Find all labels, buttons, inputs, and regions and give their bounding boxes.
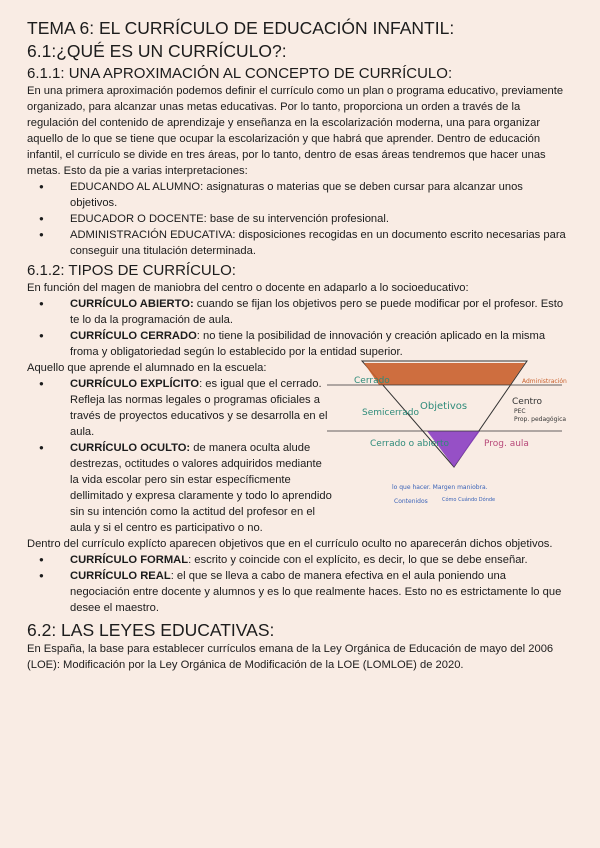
label-pec: PEC xyxy=(514,408,526,415)
section-6-1-1-heading: 6.1.1: UNA APROXIMACIÓN AL CONCEPTO DE CURRÍCULO: xyxy=(27,65,453,82)
page-title: TEMA 6: EL CURRÍCULO DE EDUCACIÓN INFANTIL: xyxy=(27,18,455,38)
definition: : el que se lleva a cabo de manera efectiva en el aula poniendo una negociación entre docente y alumnos y es lo que realmente haces. Esto no es estrictamente lo que desee el maestro. xyxy=(70,570,562,614)
margin-paragraph: En función del magen de maniobra del centro o docente en adaparlo a lo socioeducativo: xyxy=(27,282,469,294)
definition: cuando se fijan los objetivos pero se puede modificar por el profesor. Esto te lo da la programación de aula. xyxy=(70,298,564,326)
term: CURRÍCULO REAL xyxy=(70,570,171,582)
term: CURRÍCULO EXPLÍCITO xyxy=(70,378,200,390)
curriculum-pyramid-diagram xyxy=(322,339,592,519)
term: CURRÍCULO FORMAL xyxy=(70,554,189,566)
term: CURRÍCULO OCULTO: xyxy=(70,442,191,454)
learning-paragraph: Aquello que aprende el alumnado en la escuela: xyxy=(27,362,267,374)
section-6-2-heading: 6.2: LAS LEYES EDUCATIVAS: xyxy=(27,620,275,640)
definition: : es igual que el cerrado. Refleja las normas legales o programas oficiales a través de proyectos educativos y se desarrolla en el aula. xyxy=(70,378,328,438)
definition: de manera oculta alude destrezas, octitudes o valores adquiridos mediante la vida escolar pero sin estar específicmente dellimitado y expresa claramente y todo lo aprendido sin su intención como la actitud del profesor en el aula y si el centro es participativo o no. xyxy=(70,442,332,534)
section-6-1-heading: 6.1:¿QUÉ ES UN CURRÍCULO?: xyxy=(27,41,287,61)
note-margin: lo que hacer. Margen maniobra. xyxy=(392,484,488,491)
label-centro: Centro xyxy=(512,397,543,407)
label-prop: Prop. pedagógica xyxy=(514,416,567,423)
label-objetivos: Objetivos xyxy=(420,401,468,412)
note-contenidos: Contenidos xyxy=(394,498,428,505)
label-semi: Semicerrado xyxy=(362,408,419,418)
explicit-paragraph: Dentro del currículo explícto aparecen objetivos que en el currículo oculto no aparecerán dichos objetivos. xyxy=(27,538,553,550)
laws-paragraph: En España, la base para establecer currículos emana de la Ley Orgánica de Educación de mayo del 2006 (LOE): Modificación por la Ley Orgánica de Modificación de la LOE (LOMLOE) de 2020. xyxy=(27,643,554,671)
term: CURRÍCULO ABIERTO: xyxy=(70,298,194,310)
label-abierto: Cerrado o abierto xyxy=(370,439,450,449)
purple-band xyxy=(427,431,480,467)
definition: : no tiene la posibilidad de innovación y creación aplicado en la misma froma y obligatoriedad según lo establecido por la entidad superior. xyxy=(70,330,546,358)
label-prog: Prog. aula xyxy=(484,439,529,449)
interpretations-list xyxy=(27,179,567,259)
list-item xyxy=(27,552,567,568)
term: CURRÍCULO CERRADO xyxy=(70,330,197,342)
definition: : escrito y coincide con el explícito, es decir, lo que se debe enseñar. xyxy=(188,554,528,566)
list-item: ● EDUCADOR O DOCENTE: base de su intervención profesional. xyxy=(27,211,567,227)
section-6-1-2-heading: 6.1.2: TIPOS DE CURRÍCULO: xyxy=(27,262,236,279)
list-item: ● ADMINISTRACIÓN EDUCATIVA: disposiciones recogidas en un documento escrito necesarias para conseguir una titulación determinada. xyxy=(27,227,567,259)
intro-paragraph: En una primera aproximación podemos definir el currículo como un plan o programa educativo, previamente organizado, para alcanzar unas metas educativas. Por lo tanto, proporciona un orden a través de la regulación del contenido de aprendizaje y enseñanza en la escolarización moderna, una para organizar aquello de lo que se tiene que ocupar la escolarización y que habrá que aprender. Dentro de educación infantil, el currículo se divide en tres áreas, por lo tanto, dentro de esas áreas tendremos que hacer unas metas. Esto da pie a varias interpretaciones: xyxy=(27,85,564,177)
note-how: Cómo Cuándo Dónde xyxy=(442,497,496,503)
list-item: ● EDUCANDO AL ALUMNO: asignaturas o materias que se deben cursar para alcanzar unos objetivos. xyxy=(27,179,567,211)
list-item xyxy=(27,376,332,440)
label-cerrado: Cerrado xyxy=(354,376,390,386)
list-item xyxy=(27,296,567,328)
formal-real-list xyxy=(27,552,567,616)
list-item xyxy=(27,440,332,536)
list-item xyxy=(27,568,567,616)
label-admin: Administración xyxy=(522,378,567,385)
